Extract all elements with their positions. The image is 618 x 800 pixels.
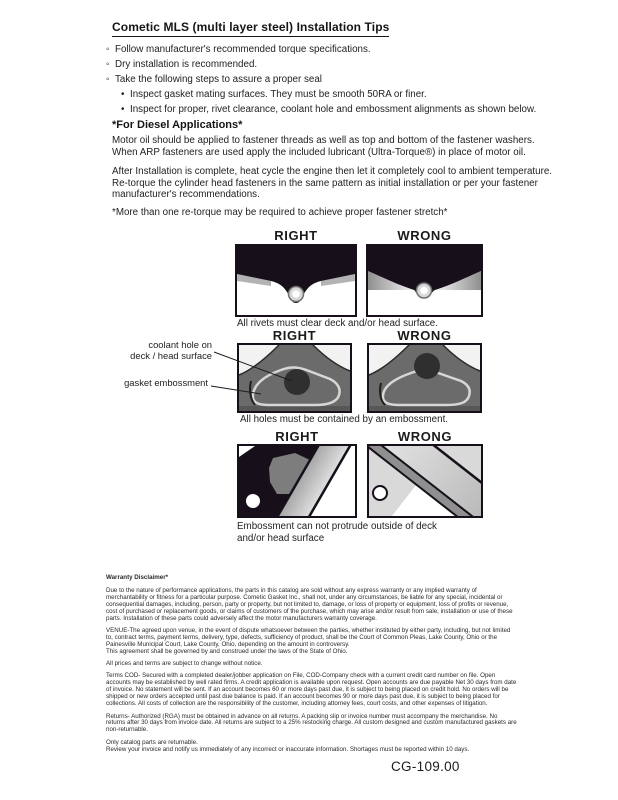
page-number: CG-109.00 xyxy=(391,759,460,774)
diesel-applications-heading: *For Diesel Applications* xyxy=(112,119,243,131)
legal-paragraph: Returns- Authorized (RGA) must be obtained in advance on all returns. A packing slip or invoice number must accompany the merchandise. No returns after 30 days from invoice date. All returns are subject to a 25% restocking charge. All custom designed and custom manufactured gaskets are non-returnable. xyxy=(106,712,517,734)
legal-paragraph: All prices and terms are subject to change without notice. xyxy=(106,660,263,668)
list-item-text: Follow manufacturer's recommended torque specifications. xyxy=(115,44,371,55)
list-item xyxy=(106,42,536,57)
diesel-paragraph-2: After Installation is complete, heat cycle the engine then let it completely cool to ambient temperature. Re-torque the cylinder head fasteners in the same pattern as initial installation or per your fastener manufacturer's recommendations. xyxy=(112,166,553,201)
list-item-text: Inspect for proper, rivet clearance, coolant hole and embossment alignments as shown below. xyxy=(130,104,537,115)
legal-paragraph: Review your invoice and notify us immediately of any incorrect or inaccurate information. Shortages must be reported within 10 days. xyxy=(106,745,470,753)
legal-paragraph: Only catalog parts are returnable. xyxy=(106,738,198,746)
fig1-wrong-label: WRONG xyxy=(397,228,452,243)
fig3-right-label: RIGHT xyxy=(275,429,319,444)
rivet-clear-diagram xyxy=(235,244,357,317)
fig2-wrong-panel xyxy=(367,343,482,413)
diesel-paragraph-1: Motor oil should be applied to fastener threads as well as top and bottom of the fastener washers. When ARP fasteners are used apply the included lubricant (Ultra-Torque®) in place of motor oil. xyxy=(112,135,535,158)
fig2-right-panel xyxy=(237,343,352,413)
fig2-right-label: RIGHT xyxy=(272,328,317,343)
bullet-marker: • xyxy=(121,89,125,100)
bullet-marker: ◦ xyxy=(106,74,110,85)
embossment-inside-deck-diagram xyxy=(237,444,357,518)
page-title: Cometic MLS (multi layer steel) Installation Tips xyxy=(112,20,389,37)
fig3-wrong-label: WRONG xyxy=(397,429,453,444)
fig3-wrong-panel xyxy=(367,444,483,518)
fig1-right-panel xyxy=(235,244,357,317)
list-item xyxy=(121,102,536,117)
gasket-embossment-label: gasket embossment xyxy=(124,377,208,388)
rivet-touching-diagram xyxy=(366,244,483,317)
warranty-heading: Warranty Disclaimer* xyxy=(106,574,169,581)
list-item xyxy=(106,57,536,72)
fig3-caption: Embossment can not protrude outside of deck and/or head surface xyxy=(237,521,437,544)
bullet-marker: ◦ xyxy=(106,44,110,55)
bullet-marker: • xyxy=(121,104,125,115)
coolant-hole-label: coolant hole on deck / head surface xyxy=(130,339,212,361)
fig1-wrong-panel xyxy=(366,244,483,317)
list-item-text: Dry installation is recommended. xyxy=(115,59,258,70)
fig2-wrong-label: WRONG xyxy=(397,328,452,343)
legal-paragraph: This agreement shall be governed by and construed under the laws of the State of Ohio. xyxy=(106,647,348,655)
bullet-marker: ◦ xyxy=(106,59,110,70)
fig2-caption: All holes must be contained by an embossment. xyxy=(240,414,449,425)
legal-paragraph: Due to the nature of performance applications, the parts in this catalog are sold without any express warranty or any implied warranty of merchantability or fitness for a particular purpose. Cometic Gasket Inc., shall not, under any circumstances, be liable for any special, incidental or consequential damages, including, person, party or property, but not limited to, damage, or loss of property or equipment, loss of profits or revenue, cost of purchased or replacement goods, or claims of customers of the purchase, which may arise and/or result from sale, installation or use of these parts. Installation of these parts could adversely affect the motor manufacturers warranty coverage. xyxy=(106,586,513,622)
retorque-note: *More than one re-torque may be required to achieve proper fastener stretch* xyxy=(112,207,448,218)
fig1-caption: All rivets must clear deck and/or head surface. xyxy=(237,318,438,329)
list-item-text: Take the following steps to assure a proper seal xyxy=(115,74,322,85)
hole-outside-embossment-diagram xyxy=(367,343,482,413)
fig3-right-panel xyxy=(237,444,357,518)
hole-inside-embossment-diagram xyxy=(237,343,352,413)
list-item xyxy=(121,87,536,102)
list-item-text: Inspect gasket mating surfaces. They must be smooth 50RA or finer. xyxy=(130,89,427,100)
embossment-protruding-diagram xyxy=(367,444,483,518)
legal-paragraph: Terms COD- Secured with a completed dealer/jobber application on File, COD-Company check with a current credit card number on file. Open accounts may be established by well rated firms. A credit application is available upon request. Open accounts are due payable Net 30 days from date of invoice. No statement will be sent. If an account becomes 60 or more days past due, it is subject to being placed on credit hold. No orders will be shipped or new orders accepted until past due balance is paid. If an account becomes 90 or more days past due, it is subject to being placed for collections. All costs of collection are the responsibility of the customer, including attorney fees, court costs, and other expenses of litigation. xyxy=(106,672,517,708)
warranty-disclaimer xyxy=(106,575,518,759)
fig1-right-label: RIGHT xyxy=(274,228,318,243)
list-item xyxy=(106,72,536,87)
installation-tips-list xyxy=(106,42,536,117)
legal-paragraph: VENUE-The agreed upon venue, in the event of dispute whatsoever between the parties, whether instituted by either party, including, but not limited to, contract terms, payment terms, delivery, type, defects, sufficiency of product, shall be the Court of Common Pleas, Lake County, Ohio or the Painesville Municipal Court, Lake County, Ohio, depending on the amount in controversy. xyxy=(106,626,511,648)
